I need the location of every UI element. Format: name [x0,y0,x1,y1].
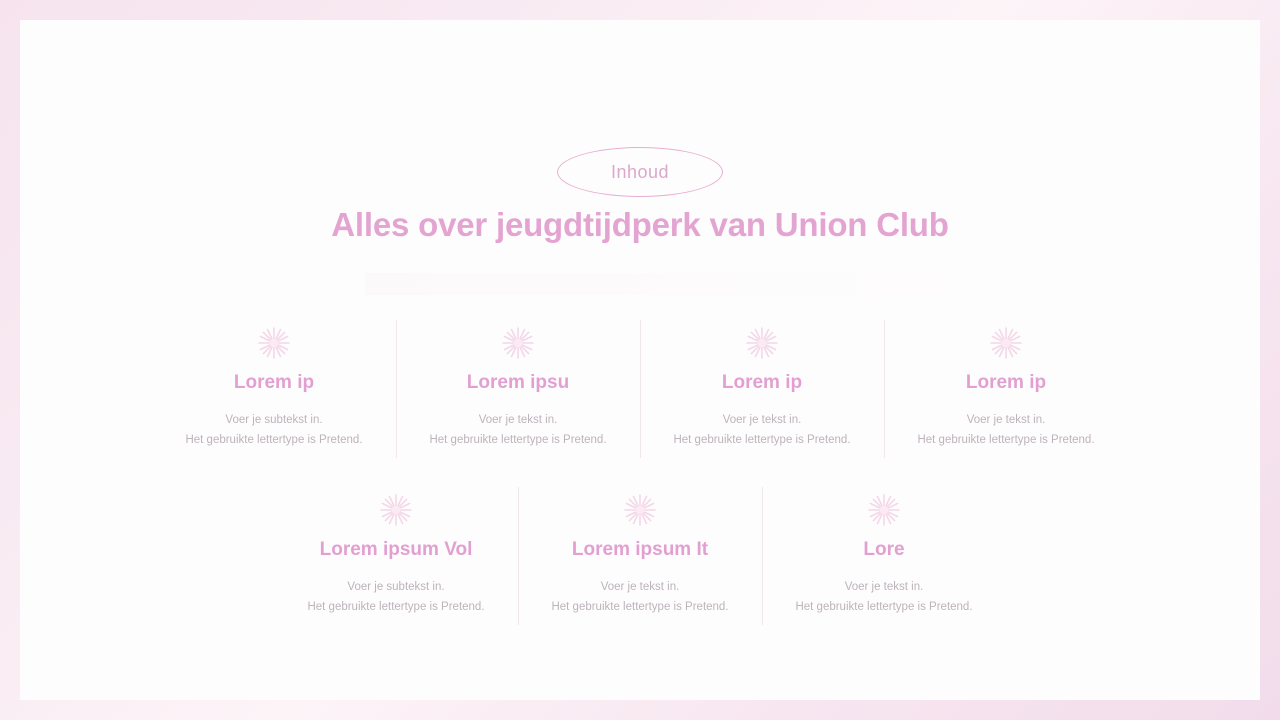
list-item-subtext-line2: Het gebruikte lettertype is Pretend. [429,434,607,446]
list-item-subtext [641,410,884,450]
list-item-subtext-line2: Het gebruikte lettertype is Pretend. [551,601,729,613]
list-item-subtext [275,577,518,617]
list-item-subtext [519,577,762,617]
list-item-subtext [885,410,1128,450]
sparkle-burst-icon [153,320,396,366]
list-item[interactable] [518,487,762,625]
list-item-subtext-line2: Het gebruikte lettertype is Pretend. [307,601,485,613]
page-title: Alles over jeugdtijdperk van Union Club [331,206,949,243]
eyebrow-label: Inhoud [610,161,670,182]
list-item-subtext-line1: Voer je tekst in. [722,414,802,426]
list-item[interactable] [884,320,1128,458]
list-item-subtext-line2: Het gebruikte lettertype is Pretend. [917,434,1095,446]
list-item-subtext-line1: Voer je tekst in. [966,414,1046,426]
sparkle-burst-icon [641,320,884,366]
list-item-title: Lorem ipsu [466,372,570,393]
background-accent-band [365,273,955,295]
eyebrow-pill [557,147,723,197]
list-item-title: Lorem ipsum Vol [319,539,473,560]
list-item[interactable] [275,487,518,625]
list-item-title: Lorem ip [233,372,315,393]
list-item-title: Lorem ip [721,372,803,393]
list-item[interactable] [396,320,640,458]
sparkle-burst-icon [763,487,1006,533]
sparkle-burst-icon [885,320,1128,366]
list-item[interactable] [153,320,396,458]
eyebrow-container [20,147,1260,197]
list-item-title: Lorem ip [965,372,1047,393]
slide-canvas [20,20,1260,700]
list-item-subtext [763,577,1006,617]
list-item-subtext-line2: Het gebruikte lettertype is Pretend. [673,434,851,446]
list-item-subtext [397,410,640,450]
list-item-subtext-line1: Voer je tekst in. [478,414,558,426]
list-item-subtext-line2: Het gebruikte lettertype is Pretend. [795,601,973,613]
list-item-subtext-line1: Voer je subtekst in. [225,414,323,426]
list-item[interactable] [762,487,1006,625]
sparkle-burst-icon [397,320,640,366]
list-item-subtext-line2: Het gebruikte lettertype is Pretend. [185,434,363,446]
list-item-subtext-line1: Voer je tekst in. [844,581,924,593]
sparkle-burst-icon [519,487,762,533]
list-item-title: Lore [863,539,905,560]
content-row-top [20,320,1260,458]
list-item-title: Lorem ipsum It [571,539,709,560]
list-item[interactable] [640,320,884,458]
list-item-subtext-line1: Voer je subtekst in. [347,581,445,593]
sparkle-burst-icon [275,487,518,533]
content-row-bottom [20,487,1260,625]
list-item-subtext [153,410,396,450]
list-item-subtext-line1: Voer je tekst in. [600,581,680,593]
